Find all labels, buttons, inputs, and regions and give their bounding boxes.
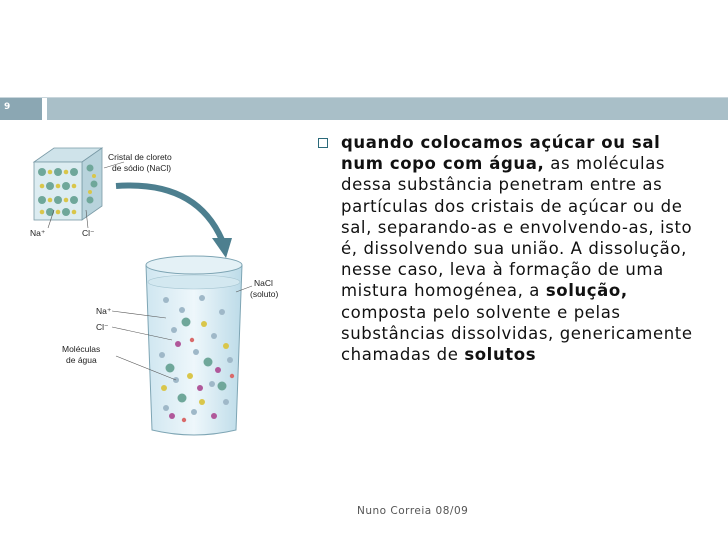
water-label-line1: Moléculas [62, 344, 101, 354]
arrow-icon [116, 185, 222, 240]
bullet-body-1: as moléculas dessa substância penetram entre as partículas dos cristais de açúcar ou de sal, separando-as e envolvendo-as, isto é, dissolvendo sua união. A dissolução, nesse caso, leva à formação de uma mistura homogénea, a [341, 154, 693, 301]
header-bar [47, 98, 728, 120]
bullet-bold-solutos: solutos [464, 345, 537, 365]
dissolution-illustration [26, 140, 296, 440]
footer-author: Nuno Correia 08/09 [357, 505, 469, 517]
bullet-text [341, 132, 699, 365]
dissolution-figure [26, 140, 296, 440]
slide-number-box [0, 98, 42, 120]
slide-number: 9 [4, 102, 11, 112]
bullet-bold-solucao: solução, [545, 281, 628, 301]
bullet-bold-intro: quando colocamos açúcar ou sal num copo com água, [341, 133, 661, 174]
na-mid-label: Na⁺ [96, 306, 112, 316]
cl-top-label: Cl⁻ [82, 228, 95, 238]
nacl-label: NaCl [254, 278, 273, 288]
crystal-label-line1: Cristal de cloreto [108, 152, 172, 162]
bullet-square-icon [318, 138, 328, 148]
soluto-label: (soluto) [250, 289, 279, 299]
bullet-body-2: composta pelo solvente e pelas substâncias dissolvidas, genericamente chamadas de [341, 302, 693, 365]
water-label-line2: de água [66, 355, 97, 365]
cl-mid-label: Cl⁻ [96, 322, 109, 332]
crystal-cube [34, 148, 102, 220]
na-top-label: Na⁺ [30, 228, 46, 238]
crystal-label-line2: de sódio (NaCl) [112, 163, 172, 173]
beaker [146, 256, 242, 435]
